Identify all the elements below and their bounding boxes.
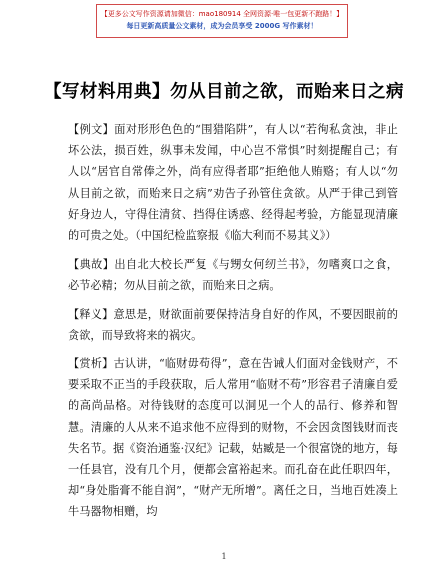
page-number: 1 [221, 552, 227, 561]
paragraph-tag: 【赏析】 [68, 357, 114, 371]
document-body [68, 119, 398, 530]
paragraph-tag: 【例文】 [68, 123, 115, 136]
paragraph-meaning [68, 304, 398, 346]
paragraph-tag: 【释义】 [68, 307, 114, 321]
paragraph-example [68, 119, 398, 246]
document-title: 【写材料用典】勿从目前之欲，而贻来日之病 [44, 82, 404, 102]
paragraph-allusion [68, 254, 398, 296]
paragraph-text: 古认讲，“临财毋苟得”，意在告诫人们面对金钱财产，不要采取不正当的手段获取，后人常用“临财不苟”形容君子清廉自爱的高尚品格。对待钱财的态度可以洞见一个人的品行、修养和智慧。清廉的人从来不追求他不应得到的财物，不会因贪图钱财而丧失名节。据《资治通鉴·汉纪》记载，姑臧是一个很富饶的地方，每一任县官，没有几个月，便都会富裕起来。而孔奋在此任职四年，却“身处脂膏不能自润”，“财产无所增”。离任之日，当地百姓凑上牛马器物相赠，均 [68, 357, 398, 519]
paragraph-tag: 【典故】 [68, 258, 115, 272]
paragraph-appreciation [68, 353, 398, 523]
promo-header-line-2: 每日更新高质量公文素材，成为会员享受 2000G 写作素材！ [126, 22, 318, 30]
paragraph-text: 面对形形色色的“围猎陷阱”，有人以“若徇私贪浊，非止坏公法，损百姓，纵事未发闻，中心岂不常惧”时刻提醒自己；有人以“居官自常俸之外，尚有应得者耶”拒绝他人贿赂；有人以“勿从目前之欲，而贻来日之病”劝告子孙管住贪欲。从严于律己到管好身边人，守得住清贫、挡得住诱惑、经得起考验，方能显现清廉的可贵之处。（中国纪检监察报《临大利而不易其义》） [68, 123, 398, 243]
paragraph-text: 意思是，财欲面前要保持洁身自好的作风，不要因眼前的贪欲，而导致将来的祸灾。 [68, 307, 398, 342]
promo-header-box [96, 4, 348, 38]
paragraph-text: 出自北大校长严复《与甥女何纫兰书》，勿嗜爽口之食，必节必精；勿从目前之欲，而贻来日之病。 [68, 258, 398, 293]
promo-header-line-1: 【更多公文写作资源请加微信：mao180914 全网资源·唯一包更新不跑路！】 [100, 10, 344, 18]
